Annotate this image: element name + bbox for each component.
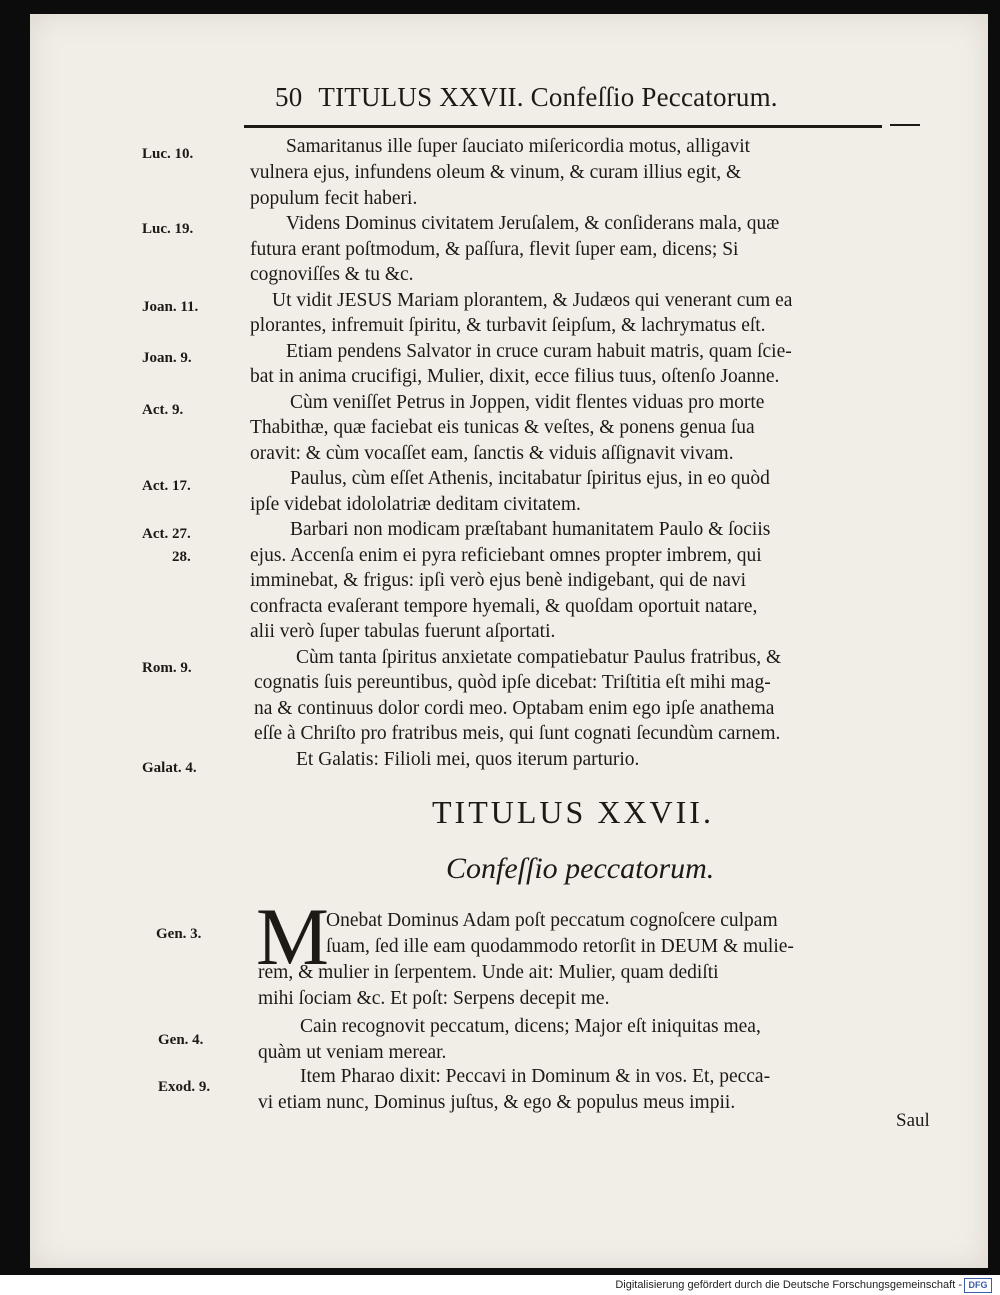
- margin-ref: Joan. 11.: [142, 299, 199, 315]
- text-line: Cùm veniſſet Petrus in Joppen, vidit flentes viduas pro morte: [290, 392, 765, 413]
- footer-credit: Digitalisierung gefördert durch die Deutsche Forschungsgemeinschaft -: [615, 1279, 962, 1291]
- margin-ref: Exod. 9.: [158, 1079, 211, 1095]
- text-line: oravit: & cùm vocaſſet eam, ſanctis & viduis aſſignavit vivam.: [250, 443, 734, 464]
- margin-ref: Act. 27.: [142, 526, 191, 542]
- catchword: Saul: [896, 1110, 930, 1131]
- margin-ref: Gen. 4.: [158, 1032, 204, 1048]
- text-line: ſuam, ſed ille eam quodammodo retorſit in DEUM & mulie-: [326, 936, 794, 957]
- header-rule: [244, 125, 882, 128]
- text-line: confracta evaſerant tempore hyemali, & quoſdam oportuit natare,: [250, 596, 758, 617]
- text-line: vi etiam nunc, Dominus juſtus, & ego & populus meus impii.: [258, 1092, 736, 1113]
- margin-ref: Act. 17.: [142, 478, 191, 494]
- text-line: Cùm tanta ſpiritus anxietate compatiebatur Paulus fratribus, &: [296, 647, 782, 668]
- text-line: rem, & mulier in ſerpentem. Unde ait: Mulier, quam dediſti: [258, 962, 719, 983]
- header-rule-short: [890, 124, 920, 126]
- running-title: TITULUS XXVII. Confeſſio Peccatorum.: [318, 82, 778, 112]
- text-line: bat in anima crucifigi, Mulier, dixit, ecce filius tuus, oſtenſo Joanne.: [250, 366, 780, 387]
- running-head: [275, 82, 778, 113]
- text-line: Barbari non modicam præſtabant humanitatem Paulo & ſociis: [290, 519, 771, 540]
- text-line: Etiam pendens Salvator in cruce curam habuit matris, quam ſcie-: [286, 341, 792, 362]
- text-line: ejus. Accenſa enim ei pyra reficiebant omnes propter imbrem, qui: [250, 545, 762, 566]
- margin-ref: Rom. 9.: [142, 660, 192, 676]
- section-subtitle: Confeſſio peccatorum.: [446, 852, 715, 885]
- text-line: vulnera ejus, infundens oleum & vinum, & curam illius egit, &: [250, 162, 742, 183]
- dfg-logo-icon: DFG: [964, 1278, 992, 1293]
- margin-ref: Act. 9.: [142, 402, 184, 418]
- text-line: plorantes, infremuit ſpiritu, & turbavit ſeipſum, & lachrymatus eſt.: [250, 315, 766, 336]
- text-line: na & continuus dolor cordi meo. Optabam enim ego ipſe anathema: [254, 698, 775, 719]
- margin-ref: 28.: [172, 549, 191, 565]
- text-line: ipſe videbat idololatriæ deditam civitatem.: [250, 494, 581, 515]
- margin-ref: Luc. 10.: [142, 146, 194, 162]
- text-line: futura erant poſtmodum, & paſſura, flevit ſuper eam, dicens; Si: [250, 239, 739, 260]
- page-number: 50: [275, 82, 303, 112]
- margin-ref: Luc. 19.: [142, 221, 194, 237]
- text-line: Et Galatis: Filioli mei, quos iterum parturio.: [296, 749, 640, 770]
- drop-capital: M: [256, 891, 329, 982]
- text-line: cognoviſſes & tu &c.: [250, 264, 414, 285]
- digitization-footer: [0, 1275, 1000, 1295]
- text-line: Onebat Dominus Adam poſt peccatum cognoſcere culpam: [326, 910, 778, 931]
- text-line: imminebat, & frigus: ipſi verò ejus benè indigebant, qui de navi: [250, 570, 747, 591]
- text-line: Item Pharao dixit: Peccavi in Dominum & in vos. Et, pecca-: [300, 1066, 771, 1087]
- text-line: Ut vidit JESUS Mariam plorantem, & Judæos qui venerant cum ea: [272, 290, 793, 311]
- text-line: alii verò ſuper tabulas fuerunt aſportati.: [250, 621, 556, 642]
- margin-ref: Gen. 3.: [156, 926, 202, 942]
- text-line: Thabithæ, quæ faciebat eis tunicas & veſtes, & ponens genua ſua: [250, 417, 755, 438]
- text-line: Paulus, cùm eſſet Athenis, incitabatur ſpiritus ejus, in eo quòd: [290, 468, 770, 489]
- text-line: quàm ut veniam merear.: [258, 1042, 447, 1063]
- text-line: Samaritanus ille ſuper ſauciato miſericordia motus, alligavit: [286, 136, 751, 157]
- text-line: mihi ſociam &c. Et poſt: Serpens decepit me.: [258, 988, 610, 1009]
- text-line: eſſe à Chriſto pro fratribus meis, qui ſunt cognati ſecundùm carnem.: [254, 723, 781, 744]
- margin-ref: Galat. 4.: [142, 760, 197, 776]
- text-line: Videns Dominus civitatem Jeruſalem, & conſiderans mala, quæ: [286, 213, 780, 234]
- margin-ref: Joan. 9.: [142, 350, 192, 366]
- text-line: Cain recognovit peccatum, dicens; Major eſt iniquitas mea,: [300, 1016, 761, 1037]
- text-line: cognatis ſuis pereuntibus, quòd ipſe dicebat: Triſtitia eſt mihi mag-: [254, 672, 771, 693]
- text-line: populum fecit haberi.: [250, 188, 418, 209]
- section-title: TITULUS XXVII.: [432, 794, 714, 830]
